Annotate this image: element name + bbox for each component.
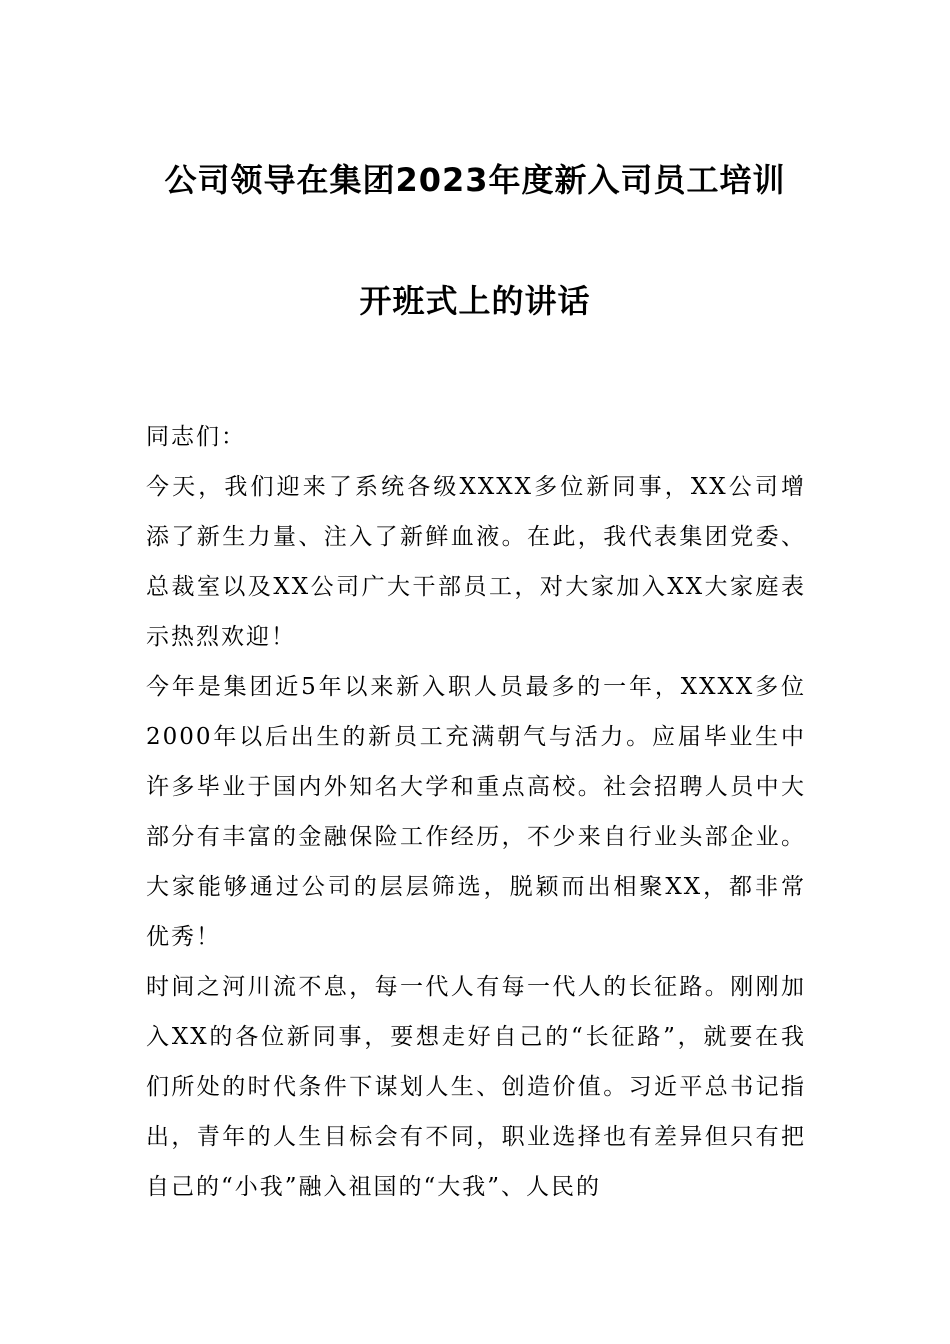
- paragraph-new-staff: 今年是集团近5年以来新入职人员最多的一年，XXXX多位2000年以后出生的新员工充满朝气与活力。应届毕业生中许多毕业于国内外知名大学和重点高校。社会招聘人员中大部分有丰富的金融保险工作经历，不少来自行业头部企业。大家能够通过公司的层层筛选，脱颖而出相聚XX，都非常优秀！: [146, 674, 806, 950]
- document-title-line-1: 公司领导在集团2023年度新入司员工培训: [164, 161, 786, 199]
- document-body: [146, 412, 806, 1212]
- salutation: 同志们：: [146, 424, 246, 450]
- document-title-line-2: 开班式上的讲话: [359, 282, 591, 320]
- paragraph-long-march: 时间之河川流不息，每一代人有每一代人的长征路。刚刚加入XX的各位新同事，要想走好自己的“长征路”，就要在我们所处的时代条件下谋划人生、创造价值。习近平总书记指出，青年的人生目标会有不同，职业选择也有差异但只有把自己的“小我”融入祖国的“大我”、人民的: [146, 974, 806, 1200]
- paragraph-welcome: 今天，我们迎来了系统各级XXXX多位新同事，XX公司增添了新生力量、注入了新鲜血液。在此，我代表集团党委、总裁室以及XX公司广大干部员工，对大家加入XX大家庭表示热烈欢迎！: [146, 474, 806, 650]
